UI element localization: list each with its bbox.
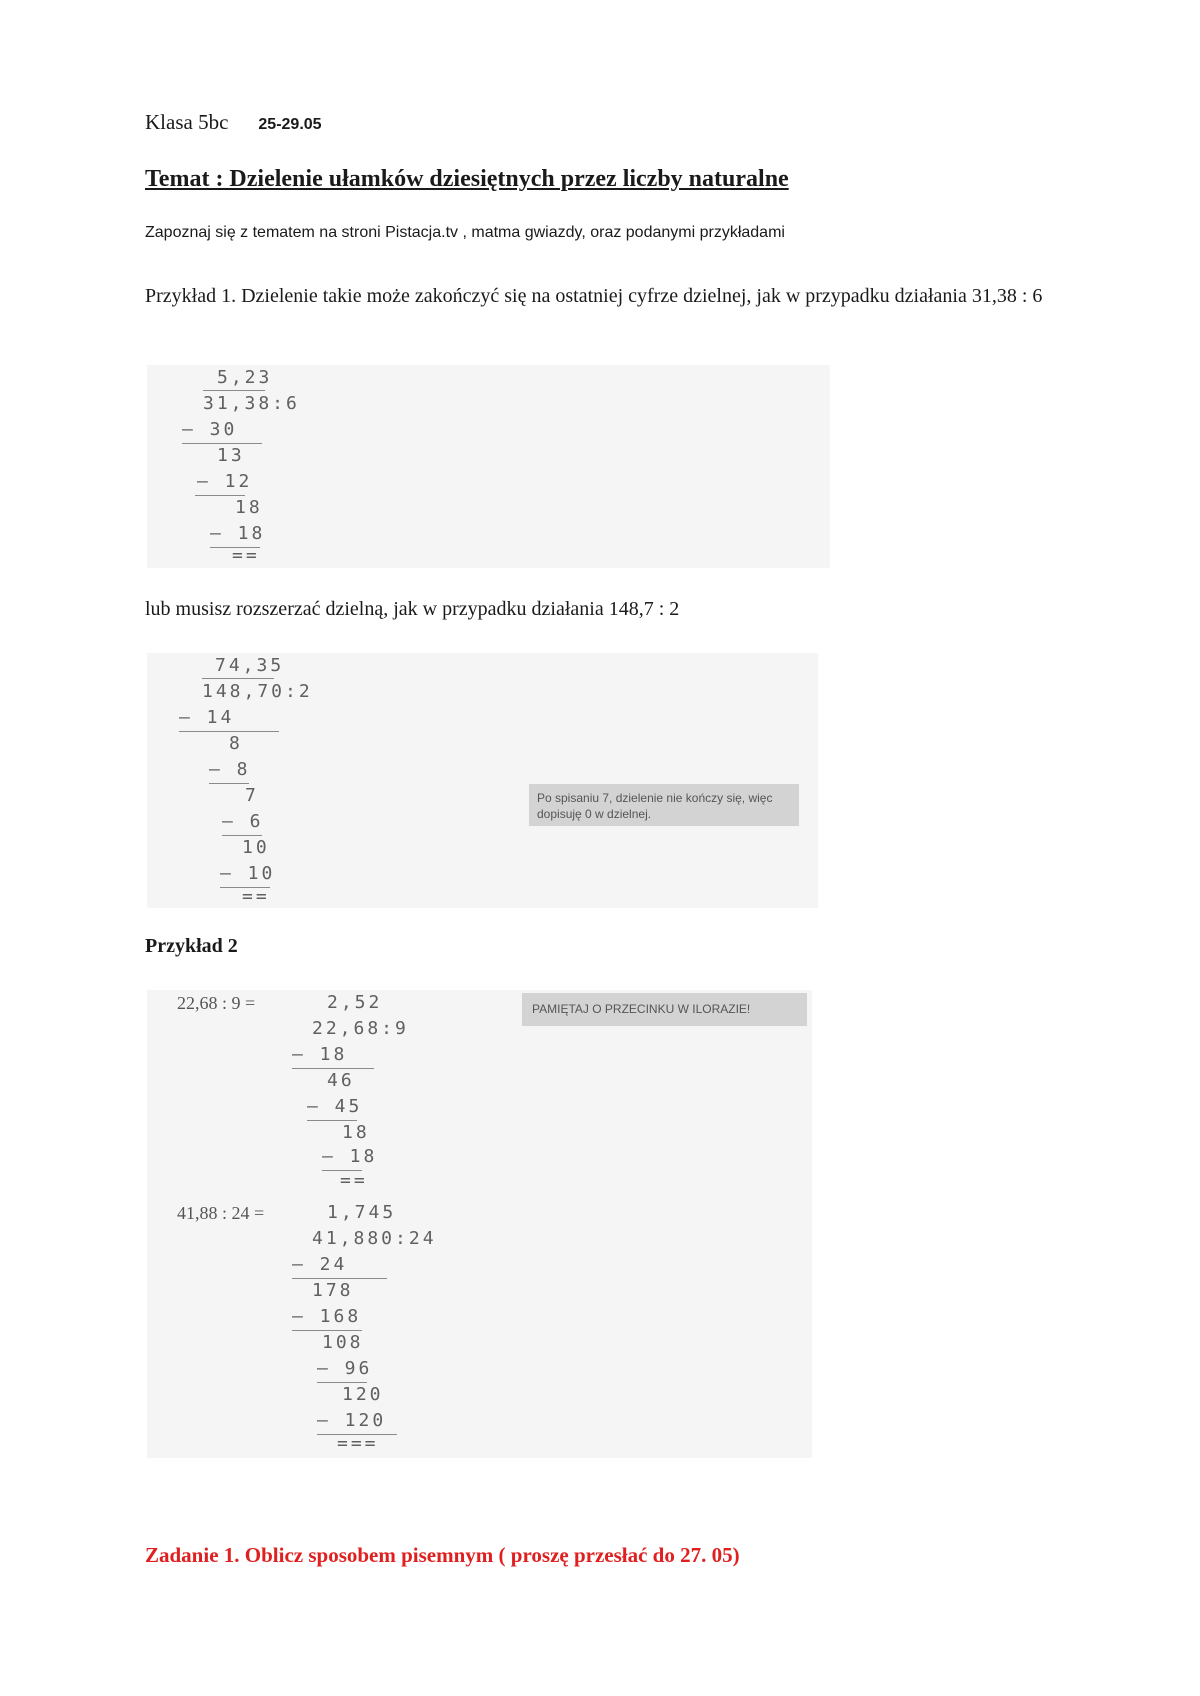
step-subtrahend: – 24: [292, 1254, 348, 1275]
step-line: [182, 443, 262, 444]
dividend-divisor: 31,38:6: [203, 393, 300, 414]
date-range: 25-29.05: [258, 116, 322, 133]
step-remainder: 18: [342, 1122, 370, 1143]
step-subtrahend: – 96: [317, 1358, 373, 1379]
final-remainder: ==: [340, 1170, 368, 1191]
task-heading: Zadanie 1. Oblicz sposobem pisemnym ( proszę przesłać do 27. 05): [145, 1543, 740, 1567]
step-line: [292, 1278, 387, 1279]
step-subtrahend: – 14: [179, 707, 235, 728]
step-subtrahend: – 18: [292, 1044, 348, 1065]
step-line: [195, 495, 245, 496]
step-subtrahend: – 10: [220, 863, 276, 884]
reminder-text: PAMIĘTAJ O PRZECINKU W ILORAZIE!: [532, 1002, 751, 1016]
final-remainder: ==: [232, 545, 260, 566]
dividend-divisor: 148,70:2: [202, 681, 313, 702]
step-line: [179, 731, 279, 732]
example-1b-text: lub musisz rozszerzać dzielną, jak w przypadku działania 148,7 : 2: [145, 598, 680, 620]
quotient: 74,35: [215, 655, 285, 676]
step-subtrahend: – 6: [222, 811, 264, 832]
dividend-divisor: 22,68:9: [312, 1018, 409, 1039]
step-line: [307, 1120, 357, 1121]
example-1-text: Przykład 1. Dzielenie takie może zakończyć się na ostatniej cyfrze dzielnej, jak w przypadku działania 31,38 : 6: [145, 285, 1043, 307]
page-title: Temat : Dzielenie ułamków dziesiętnych przez liczby naturalne: [145, 166, 789, 192]
step-remainder: 108: [322, 1332, 364, 1353]
intro-text: Zapoznaj się z tematem na stroni Pistacja.tv , matma gwiazdy, oraz podanymi przykładami: [145, 224, 785, 241]
step-line: [222, 835, 262, 836]
quotient: 1,745: [327, 1202, 397, 1223]
quotient-line: [203, 390, 265, 391]
quotient: 5,23: [217, 367, 273, 388]
class-name: Klasa 5bc: [145, 110, 229, 134]
step-line: [292, 1330, 362, 1331]
step-line: [292, 1068, 374, 1069]
step-remainder: 8: [229, 733, 243, 754]
step-subtrahend: – 168: [292, 1306, 362, 1327]
step-remainder: 46: [327, 1070, 355, 1091]
division-figure-2: [147, 653, 818, 908]
dividend-divisor: 41,880:24: [312, 1228, 437, 1249]
step-remainder: 18: [235, 497, 263, 518]
step-subtrahend: – 18: [210, 523, 266, 544]
step-subtrahend: – 120: [317, 1410, 387, 1431]
division-figure-3: [147, 990, 812, 1458]
quotient: 2,52: [327, 992, 383, 1013]
final-remainder: ==: [242, 886, 270, 907]
step-remainder: 10: [242, 837, 270, 858]
step-subtrahend: – 18: [322, 1146, 378, 1167]
step-remainder: 13: [217, 445, 245, 466]
step-remainder: 178: [312, 1280, 354, 1301]
equation-label: 22,68 : 9 =: [177, 993, 256, 1013]
step-subtrahend: – 30: [182, 419, 238, 440]
equation-label: 41,88 : 24 =: [177, 1203, 265, 1223]
class-label: [145, 110, 322, 135]
reminder-box: [522, 993, 807, 1026]
note-text: Po spisaniu 7, dzielenie nie kończy się, więc dopisuję 0 w dzielnej.: [537, 791, 773, 821]
step-remainder: 7: [245, 785, 259, 806]
step-subtrahend: – 8: [209, 759, 251, 780]
quotient-line: [202, 678, 274, 679]
step-remainder: 120: [342, 1384, 384, 1405]
step-line: [317, 1382, 367, 1383]
note-box: [529, 784, 799, 826]
final-remainder: ===: [337, 1433, 379, 1454]
example-2-heading: Przykład 2: [145, 935, 238, 957]
step-subtrahend: – 45: [307, 1096, 363, 1117]
step-line: [209, 783, 249, 784]
division-figure-1: [147, 365, 830, 568]
step-subtrahend: – 12: [197, 471, 253, 492]
